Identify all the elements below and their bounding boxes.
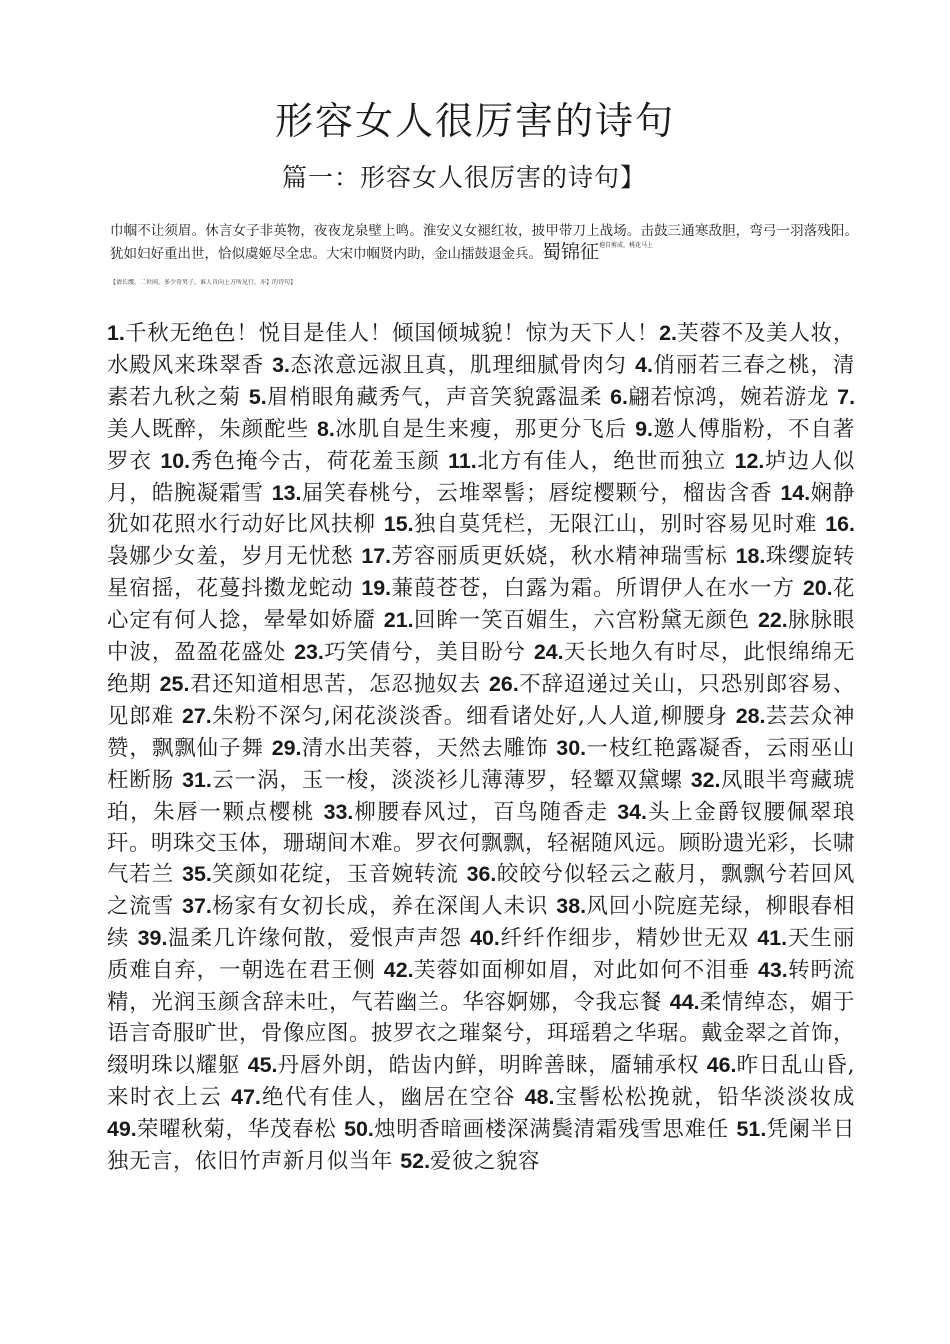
poem-line: 花心定有何人捻，晕晕如娇靥	[107, 576, 856, 634]
poem-line: 丹唇外朗，皓齿内鲜，明眸善睐，靥辅承权	[277, 1052, 707, 1078]
poem-line: 届笑春桃兮，云堆翠髻；唇绽樱颗兮，榴齿含香	[301, 480, 781, 506]
poem-number: 35.	[182, 862, 212, 887]
poem-number: 12.	[734, 448, 765, 473]
poem-line: 君还知道相思苦，怎忍抛奴去	[189, 671, 490, 697]
poem-line: 翩若惊鸿，婉若游龙	[627, 384, 838, 410]
poem-line: 烛明香暗画楼深满鬓清霜残雪思难任	[373, 1116, 737, 1142]
poem-line: 北方有佳人，绝世而独立	[476, 448, 735, 474]
poem-line: 爱彼之貌容	[430, 1148, 540, 1174]
poem-line: 云一涡，玉一梭，淡淡衫儿薄薄罗，轻颦双黛螺	[211, 767, 691, 793]
poem-line: 娴静犹如花照水行动好比风扶柳	[107, 480, 855, 538]
poem-line: 袅娜少女羞，岁月无忧愁	[107, 544, 362, 570]
poem-line: 独自莫凭栏，无限江山，别时容易见时难	[413, 512, 826, 538]
poem-number: 51.	[736, 1116, 767, 1141]
poem-line: 凭阑半日独无言，依旧竹声新月似当年	[107, 1116, 855, 1174]
poem-number: 20.	[802, 576, 833, 601]
poem-number: 48.	[524, 1084, 555, 1109]
poem-number: 1.	[107, 321, 125, 345]
poem-line: 芙蓉如面柳如眉，对此如何不泪垂	[413, 958, 758, 984]
poem-number: 49.	[107, 1116, 137, 1141]
poem-number: 14.	[780, 480, 811, 505]
intro-tail: 蜀锦征	[542, 241, 600, 263]
poem-line: 柳腰春风过，百鸟随香走	[353, 799, 618, 825]
poem-line: 秀色掩今古，荷花羞玉颜	[190, 448, 449, 474]
poem-line: 杨家有女初长成，养在深闺人未识	[211, 894, 557, 920]
poem-number: 23.	[294, 640, 324, 665]
poem-number: 16.	[825, 512, 855, 537]
poem-number: 2.	[659, 321, 677, 345]
poem-line: 态浓意远淑且真，肌理细腻骨肉匀	[289, 352, 636, 378]
poem-line: 宝髻松松挽就，铅华淡淡妆成	[554, 1084, 856, 1110]
poem-line: 朱粉不深匀,闲花淡淡香。细看诸处好,人人道,柳腰身	[211, 703, 736, 729]
poem-number: 28.	[735, 703, 766, 728]
poem-number: 40.	[470, 926, 500, 951]
poem-line: 笑颜如花绽，玉音婉转流	[211, 862, 467, 888]
poem-number: 24.	[533, 640, 564, 665]
poem-number: 21.	[383, 608, 414, 633]
poem-line: 珠缨旋转星宿摇，花蔓抖擞龙蛇动	[107, 544, 856, 602]
poem-line: 天长地久有时尽，此恨绵绵无绝期	[107, 640, 855, 697]
poem-number: 27.	[181, 703, 212, 728]
poem-number: 31.	[182, 767, 212, 792]
poem-line: 一枝红艳露凝香，云雨巫山枉断肠	[107, 735, 856, 793]
poem-number: 13.	[271, 480, 302, 505]
poem-line: 回眸一笑百媚生，六宫粉黛无颜色	[413, 608, 758, 634]
poem-number: 8.	[316, 416, 335, 441]
poem-line: 美人既醉，朱颜酡些	[107, 416, 317, 442]
poem-number: 17.	[361, 544, 392, 569]
poem-line: 昨日乱山昏,来时衣上云	[107, 1052, 855, 1110]
poem-line: 芸芸众神赞，飘飘仙子舞	[107, 703, 855, 761]
poem-number: 38.	[556, 894, 587, 919]
poem-number: 36.	[466, 862, 497, 887]
poem-number: 33.	[323, 799, 354, 824]
poem-number: 45.	[247, 1052, 278, 1077]
poem-number: 19.	[361, 576, 392, 601]
poem-line: 芳容丽质更妖娆，秋水精神瑞雪标	[391, 544, 736, 570]
micro-text-line: 【请长缨，二世间，多少奇男子，谁人肯向上方所见行，亦】的诗句】	[110, 279, 297, 286]
poem-line: 纤纤作细步，精妙世无双	[499, 926, 758, 952]
intro-text: 巾帼不让须眉。休言女子非英物，夜夜龙泉壁上鸣。淮安义女褪红妆，披甲带刀上战场。击鼓三通寒敌胆，弯弓一羽落残阳。犹如妇好重出世，恰似虞姬尽全忠。大宋巾帼贤内助，金山擂鼓退金兵。	[110, 223, 858, 262]
poem-number: 3.	[272, 352, 290, 377]
poem-number: 34.	[617, 799, 647, 824]
poems-paragraph	[107, 318, 855, 1177]
poem-number: 32.	[690, 767, 721, 792]
poem-number: 6.	[610, 384, 628, 409]
poem-number: 4.	[635, 352, 653, 377]
poem-line: 蒹葭苍苍，白露为霜。所谓伊人在水一方	[391, 576, 803, 602]
poem-number: 15.	[383, 512, 414, 537]
poem-number: 10.	[160, 448, 191, 473]
poem-number: 42.	[383, 958, 414, 983]
poem-number: 43.	[758, 958, 788, 983]
poem-line: 眉梢眼角藏秀气，声音笑貌露温柔	[266, 384, 611, 410]
poem-number: 26.	[489, 671, 519, 696]
poem-line: 转眄流精，光润玉颜含辞未吐，气若幽兰。华容婀娜，令我忘餐	[107, 958, 855, 1016]
poem-line: 绝代有佳人，幽居在空谷	[260, 1084, 525, 1110]
poem-number: 41.	[757, 926, 788, 951]
poem-line: 皎皎兮似轻云之蔽月，飘飘兮若回风之流雪	[107, 862, 856, 920]
poem-number: 25.	[159, 671, 190, 696]
intro-paragraph	[110, 221, 858, 265]
poem-number: 39.	[137, 926, 168, 951]
poem-number: 9.	[635, 416, 653, 441]
poem-number: 7.	[837, 384, 856, 409]
poem-number: 22.	[758, 608, 788, 633]
poem-number: 44.	[669, 990, 700, 1015]
poem-line: 千秋无绝色！悦目是佳人！倾国倾城貌！惊为天下人！	[124, 321, 660, 346]
poem-number: 30.	[556, 735, 587, 760]
document-subtitle: 篇一：形容女人很厉害的诗句】	[282, 163, 647, 192]
poem-number: 29.	[271, 735, 302, 760]
poem-line: 垆边人似月，皓腕凝霜雪	[107, 448, 856, 506]
poem-number: 11.	[448, 448, 477, 473]
poem-line: 芙蓉不及美人妆，水殿风来珠翠香	[107, 321, 855, 378]
poem-number: 18.	[735, 544, 766, 569]
poem-line: 不辞迢递过关山，只恐别郎容易、见郎难	[107, 671, 855, 729]
poem-line: 凤眼半弯藏琥珀，朱唇一颗点樱桃	[107, 767, 855, 825]
poem-line: 巧笑倩兮，美目盼兮	[323, 640, 534, 666]
poem-number: 52.	[400, 1148, 431, 1173]
poem-line: 柔情绰态，媚于语言奇服旷世，骨像应图。披罗衣之璀粲兮，珥瑶碧之华琚。戴金翠之首饰，缀明珠以耀躯	[107, 990, 855, 1078]
poem-line: 头上金爵钗腰佩翠琅玕。明珠交玉体，珊瑚间木难。罗衣何飘飘，轻裾随风远。顾盼遗光彩，长啸气若兰	[107, 799, 855, 888]
poem-number: 46.	[706, 1052, 737, 1077]
poem-line: 风回小院庭芜绿，柳眼春相续	[107, 894, 856, 952]
poem-number: 50.	[344, 1116, 374, 1141]
poem-number: 5.	[248, 384, 267, 409]
poem-line: 天生丽质难自弃，一朝选在君王侧	[107, 926, 856, 984]
poem-line: 清水出芙蓉，天然去雕饰	[301, 735, 557, 761]
poem-line: 邀人傅脂粉，不自著罗衣	[107, 416, 855, 474]
intro-micro-text: 袍自剪成，桃花马上	[599, 242, 654, 249]
poem-line: 温柔几许缘何散，爱恨声声怨	[167, 926, 471, 952]
poem-number: 47.	[231, 1084, 261, 1109]
document-title: 形容女人很厉害的诗句	[274, 99, 675, 143]
poem-line: 荣曜秋菊，华茂春松	[136, 1116, 345, 1142]
poem-number: 37.	[182, 894, 212, 919]
poem-line: 脉脉眼中波，盈盈花盛处	[107, 608, 855, 666]
poem-line: 俏丽若三春之桃，清素若九秋之菊	[107, 352, 855, 410]
poem-line: 冰肌自是生来瘦，那更分飞后	[334, 416, 636, 442]
